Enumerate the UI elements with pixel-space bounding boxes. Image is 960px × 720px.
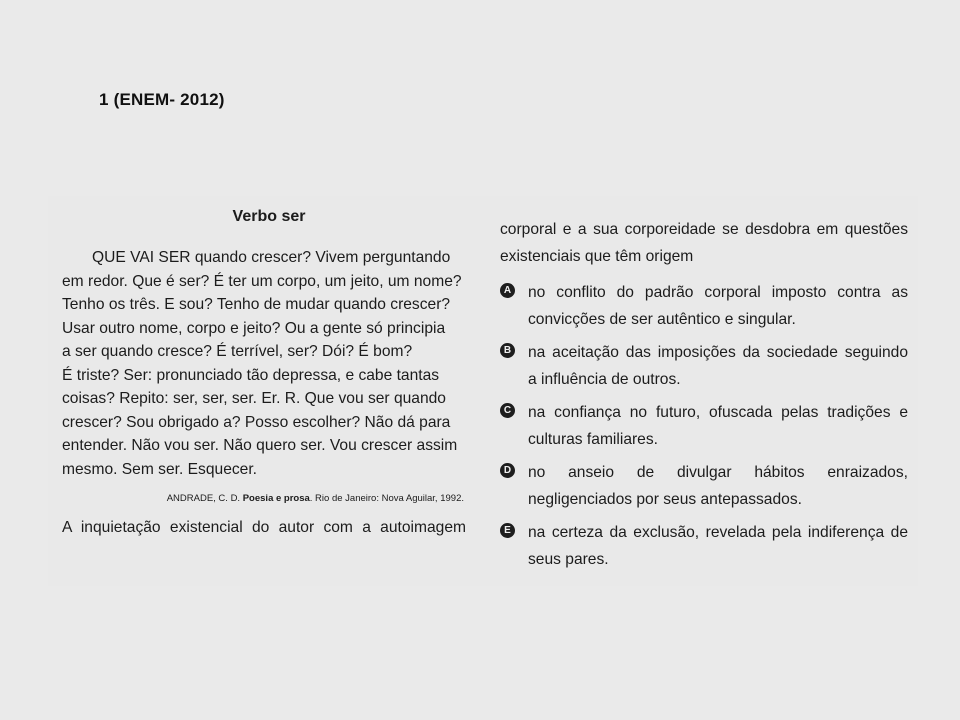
option-text bbox=[528, 399, 908, 453]
poem-line: Usar outro nome, corpo e jeito? Ou a gente só principia bbox=[62, 319, 446, 337]
option-a[interactable] bbox=[500, 279, 908, 333]
source-title: Poesia e prosa bbox=[242, 493, 310, 504]
option-line: negligenciados por seus antepassados. bbox=[528, 491, 802, 508]
option-line: na aceitação das imposições da sociedade seguindo bbox=[528, 344, 908, 361]
poem-line: mesmo. Sem ser. Esquecer. bbox=[62, 460, 257, 478]
poem-text bbox=[62, 246, 466, 481]
poem-line: coisas? Repito: ser, ser, ser. Er. R. Que vou ser quando bbox=[62, 390, 446, 407]
option-letter-badge: D bbox=[500, 463, 515, 478]
option-d[interactable] bbox=[500, 459, 908, 513]
option-letter-badge: E bbox=[500, 523, 515, 538]
option-line: no conflito do padrão corporal imposto contra as bbox=[528, 284, 908, 301]
option-line: seus pares. bbox=[528, 551, 609, 568]
option-text bbox=[528, 519, 908, 573]
option-c[interactable] bbox=[500, 399, 908, 453]
left-column bbox=[62, 208, 466, 539]
option-b[interactable] bbox=[500, 339, 908, 393]
option-line: culturas familiares. bbox=[528, 431, 658, 448]
option-line: a influência de outros. bbox=[528, 371, 681, 388]
poem-line: Tenho os três. E sou? Tenho de mudar quando crescer? bbox=[62, 296, 451, 313]
stem-line: corporal e a sua corporeidade se desdobra em questões bbox=[500, 221, 908, 238]
option-text bbox=[528, 339, 908, 393]
question-stem-part1: A inquietação existencial do autor com a autoimagem bbox=[62, 519, 466, 536]
poem-title: Verbo ser bbox=[232, 208, 306, 225]
question-stem-part2 bbox=[500, 216, 908, 270]
option-line: na certeza da exclusão, revelada pela indiferença de bbox=[528, 524, 908, 541]
option-letter-badge: B bbox=[500, 343, 515, 358]
option-line: no anseio de divulgar hábitos enraizados, bbox=[528, 464, 908, 481]
source-publisher: . Rio de Janeiro: Nova Aguilar, 1992. bbox=[309, 493, 464, 504]
option-text bbox=[528, 459, 908, 513]
option-letter-badge: C bbox=[500, 403, 515, 418]
option-line: na confiança no futuro, ofuscada pelas tradições e bbox=[528, 404, 908, 421]
poem-line: QUE VAI SER quando crescer? Vivem perguntando bbox=[92, 249, 451, 266]
slide-title: 1 (ENEM- 2012) bbox=[99, 90, 225, 109]
option-letter-badge: A bbox=[500, 283, 515, 298]
poem-line: em redor. Que é ser? É ter um corpo, um jeito, um nome? bbox=[62, 272, 462, 290]
poem-source bbox=[62, 493, 466, 504]
poem-line: crescer? Sou obrigado a? Posso escolher? Não dá para bbox=[62, 413, 451, 431]
poem-line: entender. Não vou ser. Não quero ser. Vou crescer assim bbox=[62, 437, 458, 454]
option-e[interactable] bbox=[500, 519, 908, 573]
poem-line: É triste? Ser: pronunciado tão depressa, e cabe tantas bbox=[62, 366, 440, 384]
poem-line: a ser quando cresce? É terrível, ser? Dói? É bom? bbox=[62, 343, 413, 360]
option-line: convicções de ser autêntico e singular. bbox=[528, 311, 796, 328]
option-text bbox=[528, 279, 908, 333]
right-column bbox=[500, 216, 908, 579]
stem-line: existenciais que têm origem bbox=[500, 248, 694, 265]
source-author: ANDRADE, C. D. bbox=[166, 493, 241, 504]
